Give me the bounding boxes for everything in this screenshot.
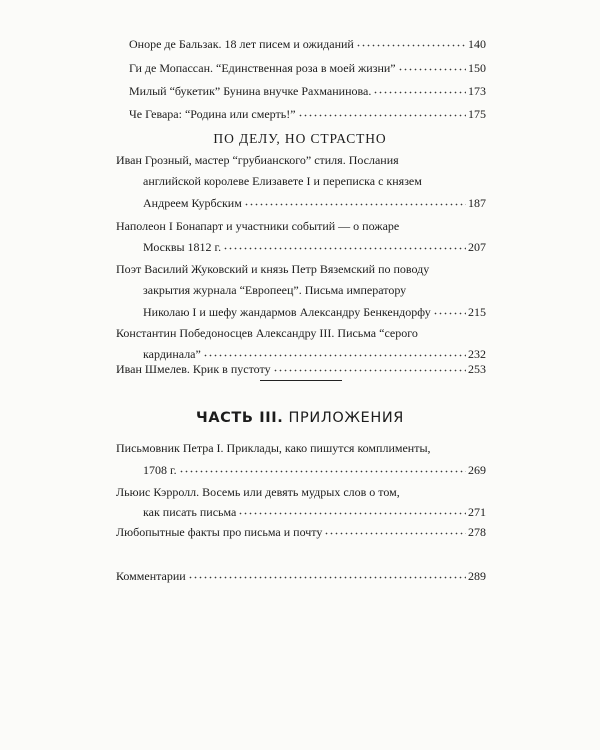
leader-dots bbox=[188, 570, 466, 580]
page-number: 175 bbox=[468, 107, 486, 121]
entry-title: Комментарии bbox=[116, 569, 186, 583]
leader-dots bbox=[398, 62, 466, 72]
toc-entry bbox=[129, 84, 486, 98]
page-number: 207 bbox=[468, 240, 486, 254]
entry-line: Иван Шмелев. Крик в пустоту bbox=[116, 362, 271, 376]
leader-dots bbox=[203, 348, 466, 358]
entry-title: Милый “букетик” Бунина внучке Рахманинова. bbox=[129, 84, 372, 98]
entry-line: английской королеве Елизавете I и переписка с князем bbox=[143, 174, 422, 188]
leader-dots bbox=[298, 108, 466, 118]
entry-line: Поэт Василий Жуковский и князь Петр Вяземский по поводу bbox=[116, 262, 430, 276]
page-number: 150 bbox=[468, 61, 486, 75]
leader-dots bbox=[244, 197, 466, 207]
entry-line: Наполеон I Бонапарт и участники событий — о пожаре bbox=[116, 219, 400, 233]
entry-line: Николаю I и шефу жандармов Александру Бенкендорфу bbox=[143, 305, 431, 319]
leader-dots bbox=[273, 363, 466, 373]
entry-title: Ги де Мопассан. “Единственная роза в моей жизни” bbox=[129, 61, 396, 75]
page-number: 269 bbox=[468, 463, 486, 477]
page-number: 271 bbox=[468, 505, 486, 519]
toc-entry bbox=[129, 107, 486, 121]
leader-dots bbox=[356, 38, 466, 48]
leader-dots bbox=[324, 526, 466, 536]
toc-entry bbox=[116, 441, 486, 477]
page-number: 253 bbox=[468, 362, 486, 376]
entry-title: Оноре де Бальзак. 18 лет писем и ожиданий bbox=[129, 37, 354, 51]
toc-entry bbox=[129, 61, 486, 75]
section-heading: ПО ДЕЛУ, НО СТРАСТНО bbox=[213, 131, 387, 146]
entry-line: Андреем Курбским bbox=[143, 196, 242, 210]
page-number: 215 bbox=[468, 305, 486, 319]
leader-dots bbox=[179, 464, 466, 474]
leader-dots bbox=[433, 306, 466, 316]
leader-dots bbox=[223, 241, 466, 251]
page-number: 140 bbox=[468, 37, 486, 51]
leader-dots bbox=[373, 85, 466, 95]
leader-dots bbox=[238, 506, 466, 516]
toc-entry bbox=[116, 326, 486, 362]
part-heading bbox=[0, 410, 600, 426]
entry-line: закрытия журнала “Европеец”. Письма императору bbox=[143, 283, 407, 297]
toc-entry bbox=[116, 153, 486, 211]
part-title: ПРИЛОЖЕНИЯ bbox=[288, 410, 404, 426]
page-number: 173 bbox=[468, 84, 486, 98]
page-number: 289 bbox=[468, 569, 486, 583]
toc-entry bbox=[116, 362, 486, 376]
toc-entry bbox=[116, 485, 486, 521]
entry-line: кардинала” bbox=[143, 347, 201, 361]
page-number: 232 bbox=[468, 347, 486, 361]
entry-line: как писать письма bbox=[143, 505, 237, 519]
part-label: ЧАСТЬ III. bbox=[196, 410, 284, 426]
entry-line: Иван Грозный, мастер “грубианского” стиля. Послания bbox=[116, 153, 399, 167]
toc-entry bbox=[129, 37, 486, 51]
page-number: 278 bbox=[468, 525, 486, 539]
section-divider bbox=[260, 380, 342, 381]
page-number: 187 bbox=[468, 196, 486, 210]
toc-entry bbox=[116, 262, 486, 320]
entry-line: 1708 г. bbox=[143, 463, 177, 477]
entry-line: Письмовник Петра I. Приклады, како пишутся комплименты, bbox=[116, 441, 431, 455]
entry-line: Льюис Кэрролл. Восемь или девять мудрых слов о том, bbox=[116, 485, 400, 499]
toc-entry bbox=[116, 569, 486, 583]
entry-line: Любопытные факты про письма и почту bbox=[116, 525, 323, 539]
entry-title: Че Гевара: “Родина или смерть!” bbox=[129, 107, 296, 121]
toc-entry bbox=[116, 219, 486, 255]
entry-line: Константин Победоносцев Александру III. Письма “серого bbox=[116, 326, 418, 340]
entry-line: Москвы 1812 г. bbox=[143, 240, 222, 254]
toc-entry bbox=[116, 525, 486, 539]
